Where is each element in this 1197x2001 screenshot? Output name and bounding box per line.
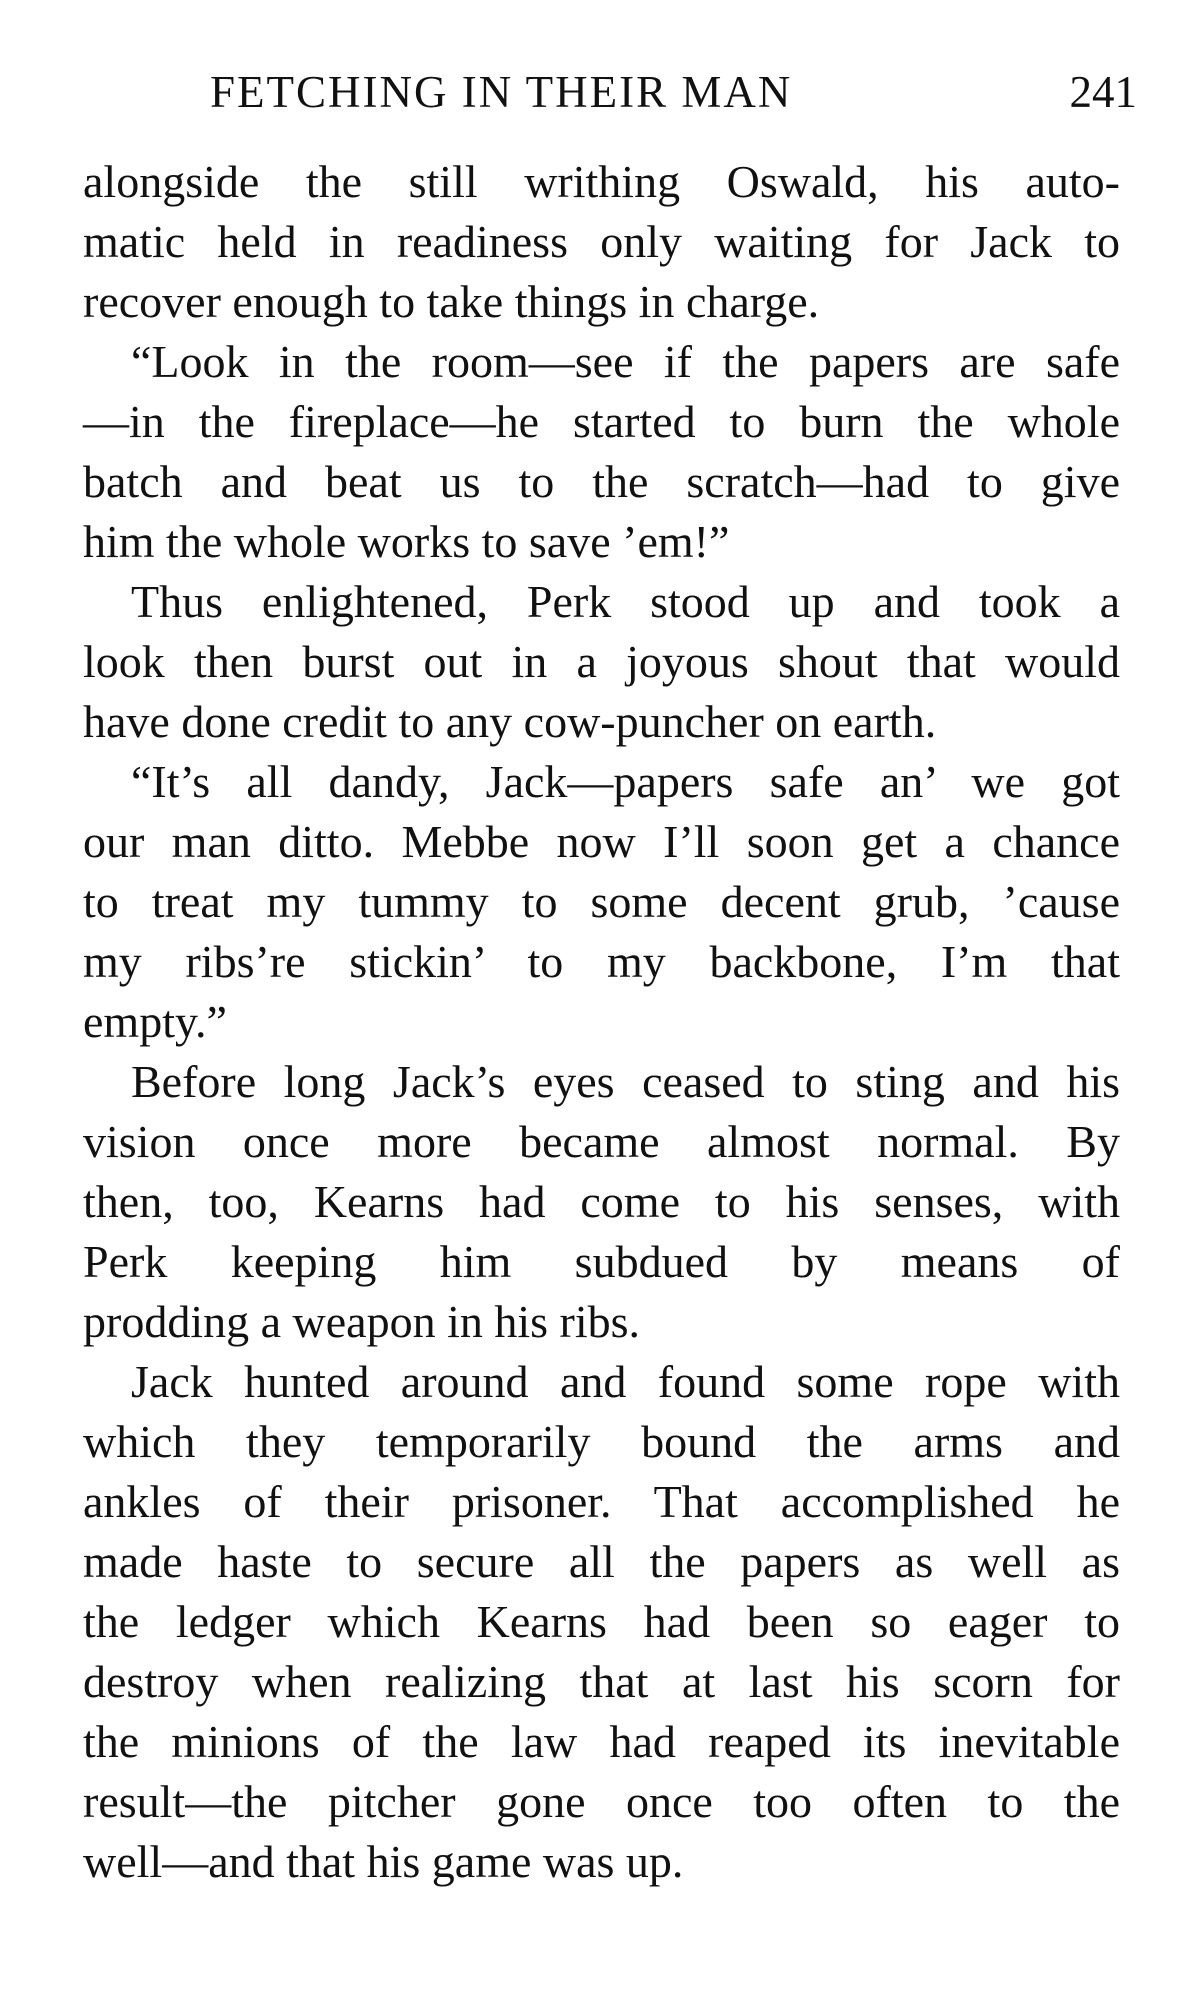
text-line: matic held in readiness only waiting for Jack to [83, 216, 1120, 267]
body-text [83, 152, 1120, 1892]
text-line: ankles of their prisoner. That accomplished he [83, 1476, 1120, 1527]
text-line: empty.” [83, 996, 227, 1047]
page-number: 241 [1069, 67, 1137, 117]
chapter-title: FETCHING IN THEIR MAN [210, 67, 793, 117]
text-line: our man ditto. Mebbe now I’ll soon get a chance [83, 816, 1120, 867]
text-line: well—and that his game was up. [83, 1836, 684, 1887]
paragraph [83, 1352, 1120, 1892]
text-line: my ribs’re stickin’ to my backbone, I’m that [83, 936, 1120, 987]
paragraph [83, 332, 1120, 572]
text-line: “It’s all dandy, Jack—papers safe an’ we got [131, 756, 1120, 807]
text-line: Perk keeping him subdued by means of [83, 1236, 1120, 1287]
text-line: have done credit to any cow-puncher on earth. [83, 696, 937, 747]
text-line: Thus enlightened, Perk stood up and took a [131, 576, 1120, 627]
text-line: made haste to secure all the papers as well as [83, 1536, 1120, 1587]
text-line: then, too, Kearns had come to his senses, with [83, 1176, 1120, 1227]
text-line: result—the pitcher gone once too often to the [83, 1776, 1120, 1827]
text-line: vision once more became almost normal. By [83, 1116, 1120, 1167]
paragraph [83, 752, 1120, 1052]
text-line: “Look in the room—see if the papers are safe [131, 336, 1120, 387]
text-line: the ledger which Kearns had been so eager to [83, 1596, 1120, 1647]
text-line: to treat my tummy to some decent grub, ’cause [83, 876, 1120, 927]
text-line: —in the fireplace—he started to burn the whole [83, 396, 1120, 447]
text-line: look then burst out in a joyous shout that would [83, 636, 1120, 687]
text-line: alongside the still writhing Oswald, his auto- [83, 156, 1120, 207]
paragraph [83, 1052, 1120, 1352]
text-line: prodding a weapon in his ribs. [83, 1296, 641, 1347]
paragraph [83, 152, 1120, 332]
text-line: the minions of the law had reaped its inevitable [83, 1716, 1120, 1767]
text-line: destroy when realizing that at last his scorn for [83, 1656, 1120, 1707]
text-line: Before long Jack’s eyes ceased to sting and his [131, 1056, 1120, 1107]
paragraph [83, 572, 1120, 752]
text-line: recover enough to take things in charge. [83, 276, 820, 327]
text-line: him the whole works to save ’em!” [83, 516, 730, 567]
running-head [210, 62, 1137, 122]
text-line: Jack hunted around and found some rope with [131, 1356, 1120, 1407]
text-line: which they temporarily bound the arms and [83, 1416, 1120, 1467]
text-line: batch and beat us to the scratch—had to give [83, 456, 1120, 507]
